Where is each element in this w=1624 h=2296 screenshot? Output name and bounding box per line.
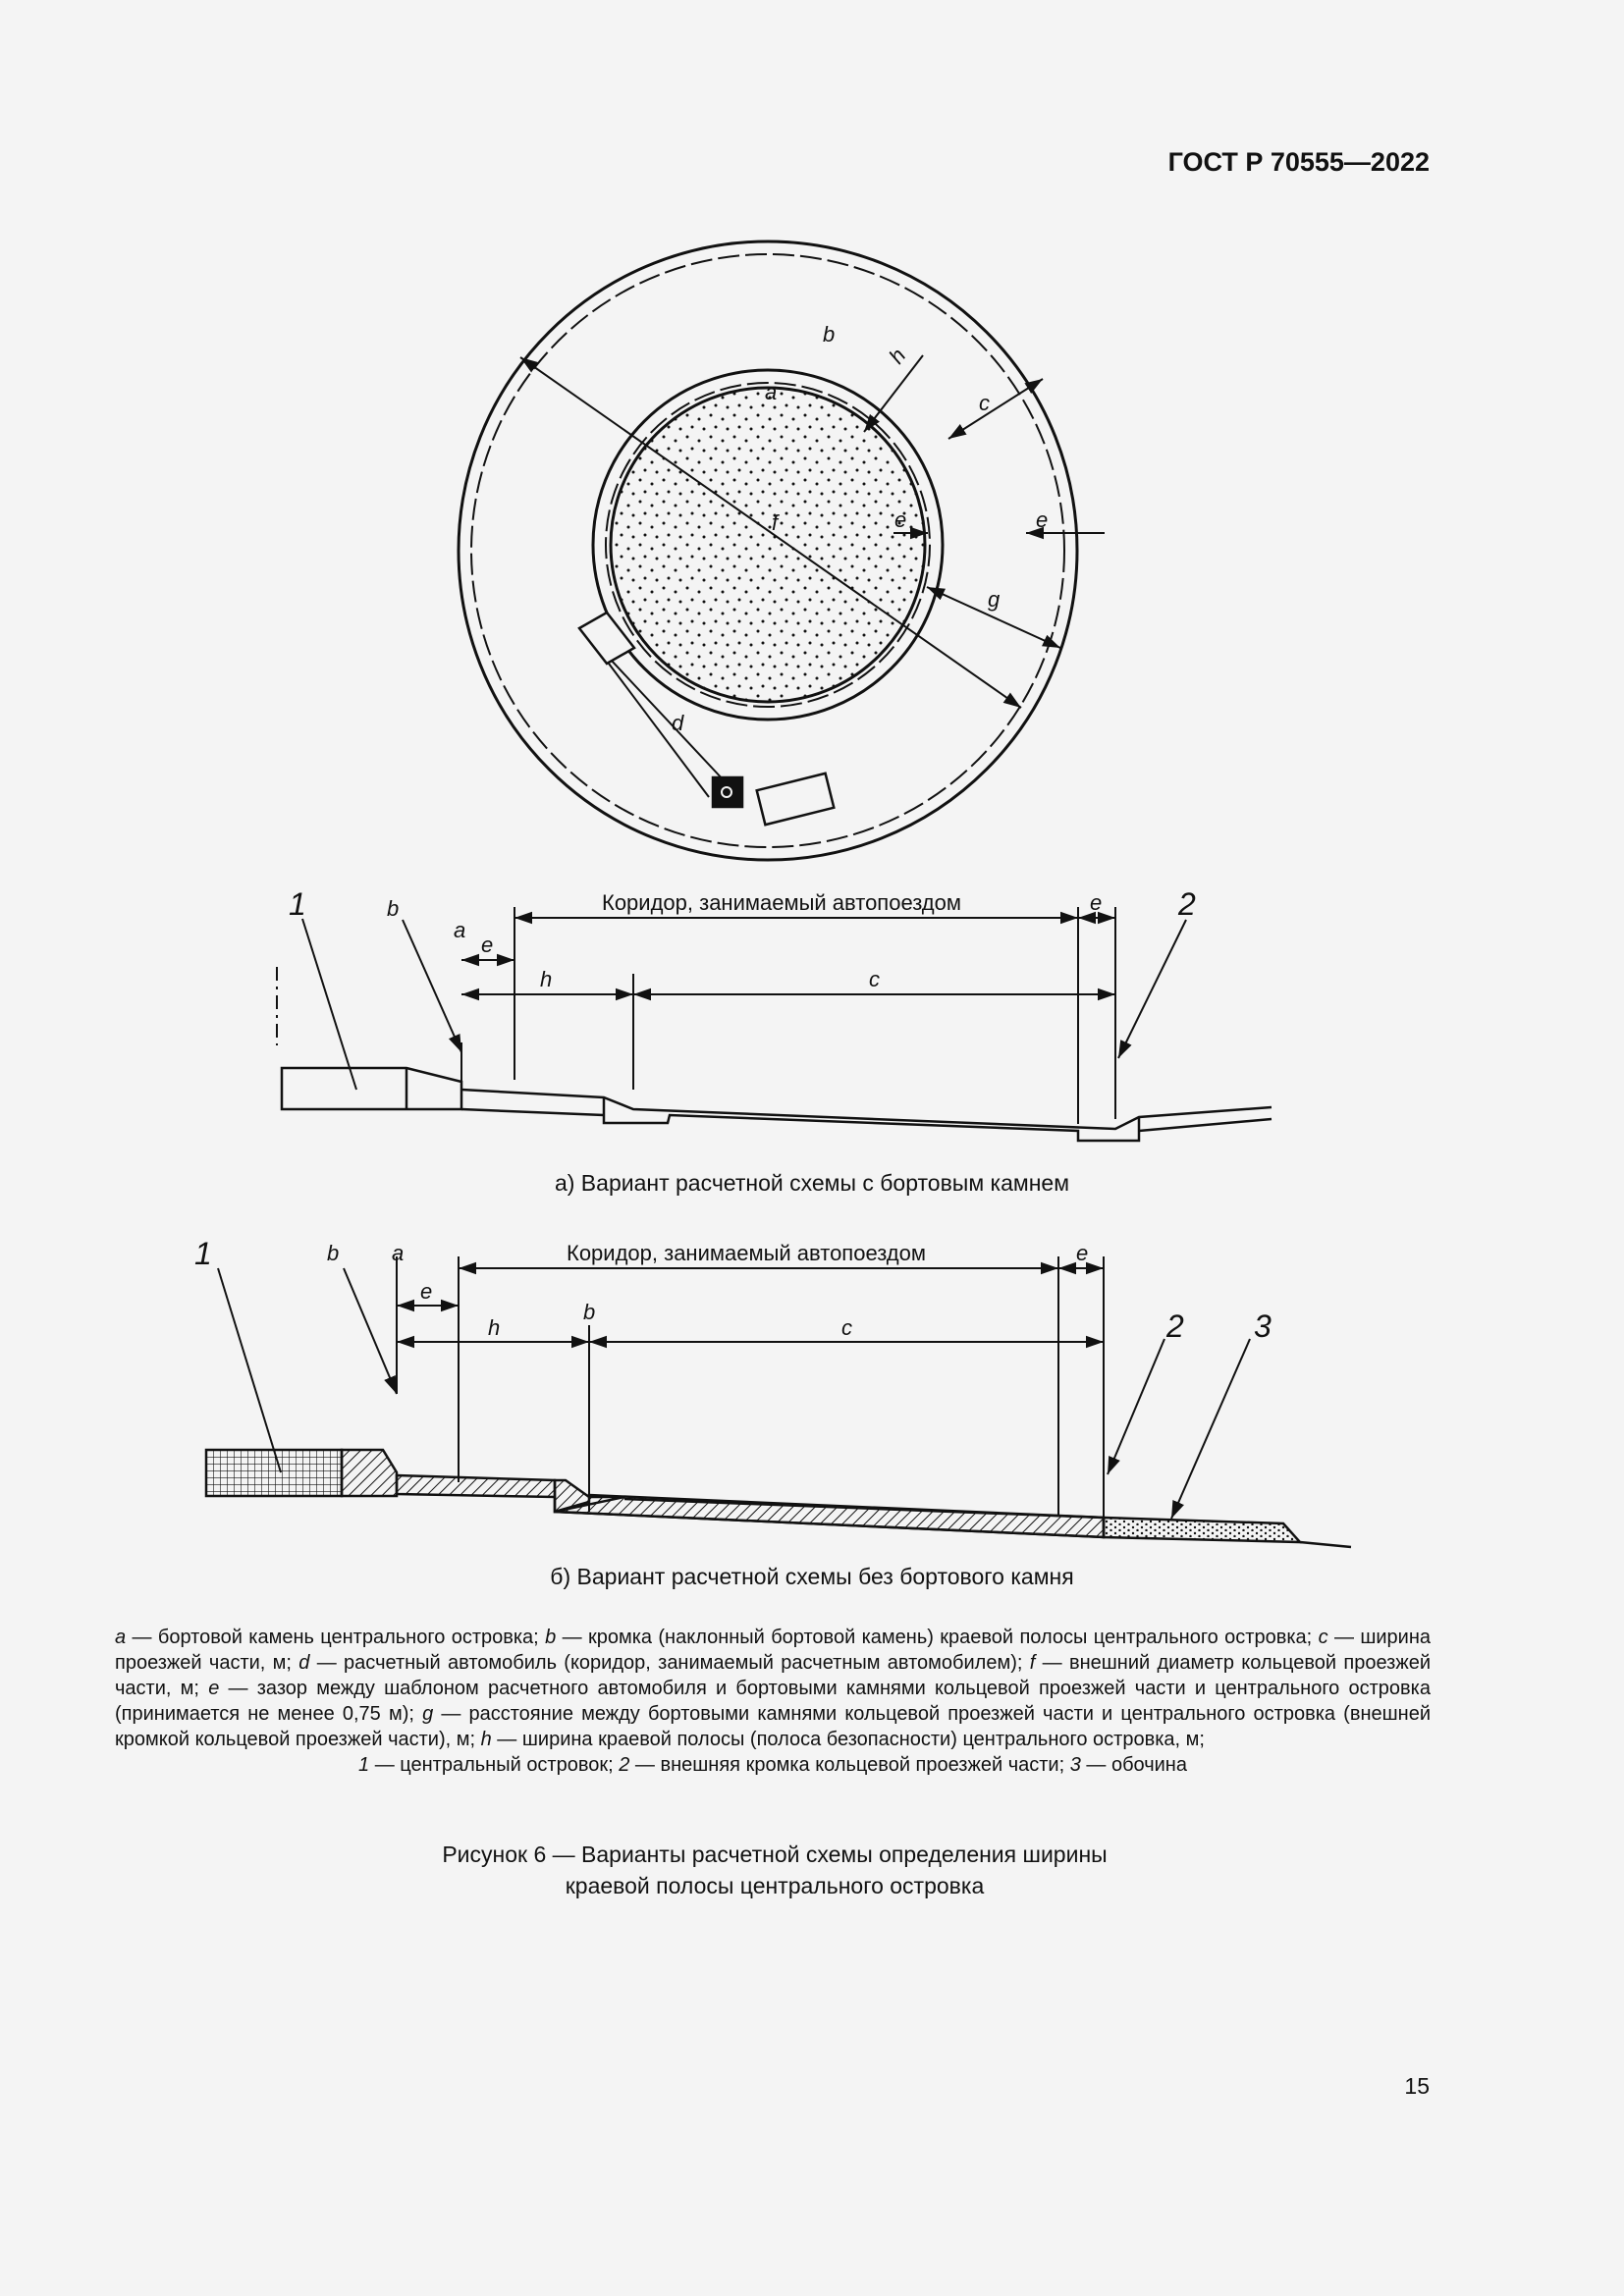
central-island-circle [611,388,925,702]
legend-sym: f [1029,1652,1036,1674]
section-b-edge-strip [397,1475,555,1497]
legend-letters [115,1625,1431,1752]
section-b-callout-2: 2 [1166,1308,1184,1344]
label-d-top: d [672,711,684,735]
section-a-island [282,1068,461,1109]
legend-num: 1 [358,1754,370,1776]
figure-caption-line-2: краевой полосы центрального островка [565,1873,985,1898]
section-a-label-c: c [869,967,880,991]
section-b-label-e1: e [420,1279,433,1304]
legend-sym: h [480,1729,492,1750]
legend-num: 2 [619,1754,630,1776]
vehicle-trailer [579,613,634,664]
roundabout-plan [459,241,1105,860]
legend-text: — внешний диаметр кольцевой проезжей части, м; [115,1652,1431,1699]
figure-caption [0,1839,1549,1901]
figure-caption-line-1: Рисунок 6 — Варианты расчетной схемы определения ширины [442,1842,1108,1867]
section-b-callout-1: 1 [194,1236,212,1271]
legend-text: — расстояние между бортовыми камнями кольцевой проезжей части и центрального островка (внешней кромкой кольцевой проезжей части), м; [115,1703,1432,1750]
section-a-drawing [277,907,1272,1141]
label-c-top: c [979,391,990,415]
document-id: ГОСТ Р 70555—2022 [1167,147,1430,177]
section-b-label-b1: b [327,1241,340,1265]
legend-sym: d [298,1652,310,1674]
legend-text: — ширина краевой полосы (полоса безопасности) центрального островка, м; [491,1729,1205,1750]
legend-sym: c [1318,1627,1328,1648]
section-b-callout-3: 3 [1254,1308,1272,1344]
legend-text: — кромка (наклонный бортовой камень) краевой полосы центрального островка; [556,1627,1319,1648]
section-a-callout-2: 2 [1178,886,1196,922]
section-a-label-b: b [387,896,400,921]
section-b-labels [194,1236,1272,1344]
section-b-label-b2: b [583,1300,596,1324]
section-a-corridor-label: Коридор, занимаемый автопоездом [602,890,962,915]
legend-text: — зазор между шаблоном расчетного автомобиля и бортовыми камнями кольцевой проезжей части и центрального островка (принимается не менее 0,75 м); [115,1678,1431,1725]
section-b-island-grid [206,1450,342,1496]
legend-text: — расчетный автомобиль (коридор, занимаемый расчетным автомобилем); [309,1652,1030,1674]
label-b-top: b [823,322,836,347]
legend-text: — обочина [1080,1754,1187,1776]
label-e-outer-top: e [1036,507,1049,532]
legend-numbers [115,1752,1431,1778]
legend-sym: g [422,1703,434,1725]
section-b-label-e2: e [1076,1241,1089,1265]
legend [115,1625,1431,1778]
legend-text: — ширина проезжей части, м; [115,1627,1432,1674]
section-b-caption: б) Вариант расчетной схемы без бортового камня [550,1564,1074,1589]
section-b-corridor-label: Коридор, занимаемый автопоездом [567,1241,927,1265]
legend-num: 3 [1069,1754,1081,1776]
section-b-carriageway [555,1495,1104,1537]
section-a-label-e1: e [481,933,494,957]
legend-text: — бортовой камень центрального островка; [126,1627,546,1648]
legend-text: — центральный островок; [369,1754,620,1776]
label-e-inner-top: e [894,507,907,532]
section-a-caption: а) Вариант расчетной схемы с бортовым камнем [554,1170,1070,1196]
page-number: 15 [1404,2073,1430,2099]
label-a-top: a [765,380,778,404]
section-a-label-h: h [540,967,553,991]
section-b-label-h: h [488,1315,501,1340]
section-b-curb-hatch [342,1450,397,1496]
vehicle-tractor [757,774,835,825]
label-g-top: g [988,587,1001,612]
section-b-drawing [206,1256,1351,1547]
section-a-label-a: a [454,918,466,942]
vehicle-cab [713,777,742,807]
legend-sym: a [115,1627,127,1648]
legend-text: — внешняя кромка кольцевой проезжей части; [629,1754,1070,1776]
label-f-top: f [772,510,779,535]
legend-sym: e [208,1678,220,1699]
legend-sym: b [545,1627,557,1648]
section-a-labels [289,886,1196,991]
section-b-label-a: a [392,1241,405,1265]
section-a-callout-1: 1 [289,886,306,922]
section-b-shoulder [1104,1518,1300,1542]
section-b-label-c: c [841,1315,852,1340]
label-h-top: h [884,344,911,369]
dimension-line-h [864,355,923,432]
section-a-label-e2: e [1090,890,1103,915]
